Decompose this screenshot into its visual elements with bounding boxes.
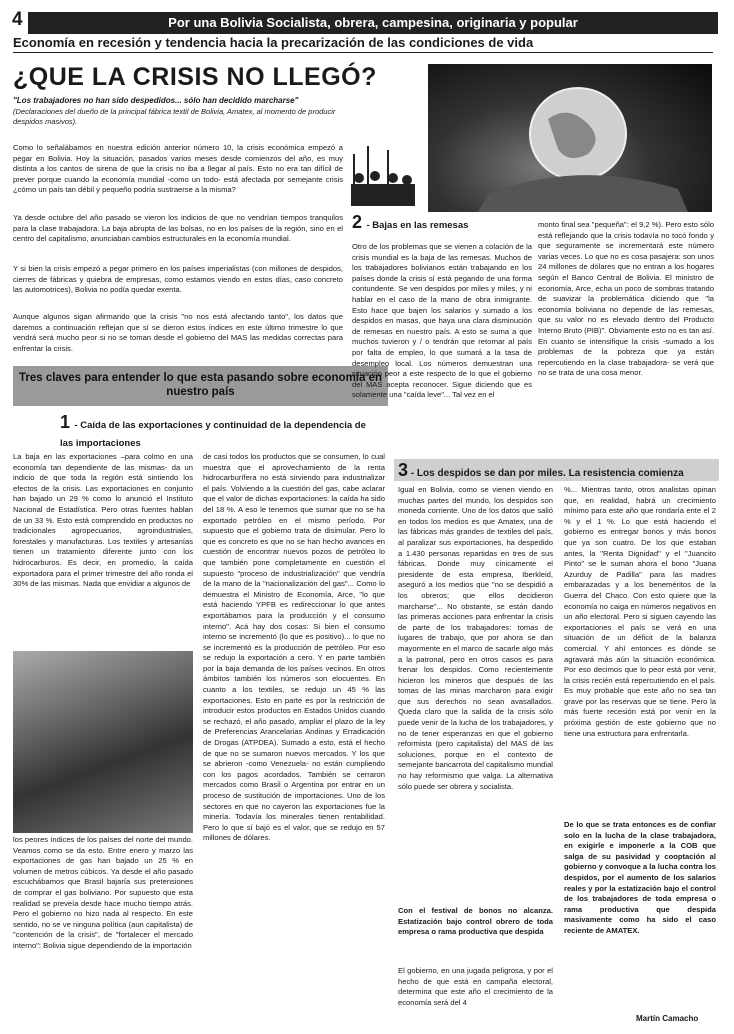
quote-source: (Declaraciones del dueño de la principal fábrica textil de Bolivia, Amatex, al momento de producir despidos masivos). [13,107,336,126]
article-subhead: Economía en recesión y tendencia hacia la precarización de las condiciones de vida [13,35,713,53]
section-1-column-1: La baja en las exportaciones –para colmo en una economía tan dependiente de las mismas- da un indicio de que toda la región está sintiendo los efectos de la crisis. Las exportaciones en conjunto han bajado un 29 % como lo anunció el Instituto Nacional de Estadística. Pero otras fuentes hablan de un 33 %. Esto está comprendido en productos no tradicionales agropecuarios, agroindustriales, forestales y manufacturas. Los textiles y artesanías tienen un tratamiento diferente junto con los hidrocarburos. Es decir, en promedio, la caída exportadora para el primer trimestre del año ronda el 30% de las mismas. Nada que envidiar a algunos de [13,452,193,589]
section-3-callout: Con el festival de bonos no alcanza. Estatización bajo control obrero de toda empresa o rama productiva que despida [398,906,553,937]
section-3-title: - Los despidos se dan por miles. La resistencia comienza [410,468,684,479]
market-vendors-photo [13,651,193,833]
article-quote: "Los trabajadores no han sido despedidos... sólo han decidido marcharse" [13,96,299,105]
section-1-number: 1 [60,412,71,432]
intro-paragraph-2: Ya desde octubre del año pasado se vieron los indicios de que no vendrían tiempos tranquilos para la clase trabajadora. La baja abrupta de las bolsas, no en los países de la región, sino en el centro del capitalismo, anunciaban cambios estructurales en la economía mundial. [13,213,343,244]
intro-paragraph-1: Como lo señalábamos en nuestra edición anterior número 10, la crisis económica empezó a pegar en Bolivia. Hoy la situación, pasados varios meses desde comienzos del año, es muy distinta a los cantos de sirena de que la crisis no iba a llegar al país. Esto no era tan difícil de prever porque cuando la economía mundial -como un todo- está afectada por semejante crisis ¿cómo un país tan débil y pequeño podría sustraerse a la misma? [13,143,343,195]
section-3-heading [394,459,719,481]
protest-march-illustration [347,140,419,210]
author-signature: Martín Camacho [636,1014,699,1023]
section-2-column-1: Otro de los problemas que se vienen a colación de la crisis mundial es la baja de las remesas. Muchos de los trabajadores bolivianos están trabajando en los países donde la crisis sí está pegando de una forma contundente. Se ven despidos por miles y miles, y ni hablar en el caso de la mano de obra inmigrante. Esto hace que bajen los salarios y sumado a los despidos en masas, que haya una clara disminución de remesas en nuestro país. A esto se suma a que muchos tuvieron y / o tendrán que retornar al país por falta de empleo, lo que sumará a la tasa de desempleo local. Los números demuestran una situación peor a este respecto de lo que el gobierno del MAS acepta reconocer. Sigue diciendo que es solamente una "caída leve"... Tal vez en el [352,242,532,400]
section-3-column-1-end: El gobierno, en una jugada peligrosa, y por el hecho de que está en campaña electoral, determina que este año el crecimiento de la economía será del 4 [398,966,553,1007]
section-3-number: 3 [398,460,409,480]
marchers-silhouette [347,140,419,210]
intro-paragraph-3: Y si bien la crisis empezó a pegar primero en los países imperialistas (con millones de despidos, cierres de fábricas y quiebra de empresas, como estamos viendo en estos días, caso concreto las automotrices), Bolivia no podía quedar exenta. [13,264,343,295]
section-2-title: - Bajas en las remesas [366,220,469,231]
tres-claves-box: Tres claves para entender lo que esta pasando sobre economía en nuestro país [13,366,388,406]
section-2-number: 2 [352,212,363,232]
section-1-column-2: de casi todos los productos que se consumen, lo cual muestra que el aprovechamiento de la renta hidrocarburífera no está sirviendo para industrializar el país. Volviendo a la cuestión del gas, cabe aclarar que el valor de dichas exportaciones: la caída ha sido del 18 %. A eso le tenemos que sumar que no se ha exportado petróleo en el mismo período. Por supuesto que el gobierno trata de disimular. Pero lo que es concreto es que no se han hecho avances en cuestión de encontrar nuevos pozos de petróleo lo que también pone completamente en cuestión el supuesto "proceso de industrialización" que vendría de la mano de la "nacionalización del gas"... Como lo demuestra el Ministro de Economía, Arce, "lo que está haciendo YPFB es redireccionar lo que antes exportábamos para la producción y el consumo interno". Acá hay dos cosas: Si bien el consumo interno se incrementó (lo que es positivo)... lo que no se incrementó es la producción de petróleo. Por eso se redujo la exportación a cero. Y en parte también por la baja demanda de los países vecinos. En otros ámbitos también los números son elocuentes. En cuanto a los textiles, se redujo un 45 % las exportaciones. Esto en parte es por la restricción de introducir estos productos en Estados Unidos cuando se rechazó, el año pasado, ampliar el plazo de la ley de Preferencias Arancelarias Andinas y Erradicación de Drogas (ATPDEA). Sumado a esto, está el hecho de que no se sumaron nuevos mercados. Y los que se abrieron -como Venezuela- no están cumpliendo con los pagos acordados. También se cerraron mercados como Brasil o Argentina por entrar en un proceso de sustitución de importaciones. Uno de los sectores en que no cayeron las exportaciones fue la minería. Todavía los minerales tienen rentabilidad. Pero lo que sí bajó es el valor, que se redujo en 57 millones de dólares. [203,452,385,843]
section-1-title: - Caída de las exportaciones y continuidad de la dependencia de las importaciones [60,420,366,449]
article-title: ¿QUE LA CRISIS NO LLEGÓ? [13,63,377,91]
section-3-conclusion: De lo que se trata entonces es de confiar solo en la lucha de la clase trabajadora, en exigirle e imponerle a la COB que salga de su pasividad y cooptación al gobierno y convoque a la lucha contra los despidos, por el aumento de los salarios reales y por la estatización bajo el control de los trabajadores de toda empresa o rama productiva que despida masivamente como ha sido el caso reciente de AMATEX. [564,820,716,935]
newspaper-banner: Por una Bolivia Socialista, obrera, campesina, originaria y popular [28,12,718,34]
intro-paragraph-4: Aunque algunos sigan afirmando que la crisis "no nos está afectando tanto", los datos que daremos a continuación reflejan que sí se dieron estos índices en este último trimestre lo que vendrá será mucho peor si no se toman desde el gobierno del MAS las medidas correctas para enfrentar la crisis. [13,312,343,353]
globe-illustration [428,64,712,212]
page-number: 4 [12,9,23,30]
section-3-column-2: %... Mientras tanto, otros analistas opinan que, en realidad, habrá un crecimiento mínimo para este año que rondaría ente el 2 % y el 1 %. Lo que está haciendo el gobierno es entregar bonos y más bonos que ya son cuatro. De los que estaban antes, la "Renta Dignidad" y el "Juancito Pinto" se le suman ahora el bono "Juana Azurduy de Padilla" para las madres embarazadas y a los beneméritos de la Guerra del Chaco. Con esto quiere que la economía no caiga en números negativos en un año electoral. Pero si siguen cayendo las exportaciones el país se verá en una situación de un déficit de la balanza comercial. Y ahí entonces es dónde se agravará más aún la situación económica. Por eso decimos que lo peor está por venir, la crisis recién está repercutiendo en el país. Es muy probable que este año no sea tan grave por las reservas que se tiene. Pero la más fuerte recesión está por venir en la próxima gestión de este gobierno que no tiene una estructura para enfrentarla. [564,485,716,738]
section-1-heading [60,412,380,451]
section-1-column-1-continued: los peores índices de los países del norte del mundo. Veamos como se da esto. Entre enero y marzo las exportaciones de gas han bajado un 25 % en volumen de metros cúbicos. Ya desde el año pasado escuchábamos que Brasil bajaría sus pretensiones de comprar el gas boliviano. Por supuesto que esta realidad se preveía desde hace mucho tiempo atrás. Pero el gobierno no hizo nada al respecto. En este sentido, no se ve ninguna política (aun capitalista) de "contención de la crisis", de "fortalecer el mercado interno": Bolivia sigue dependiendo de la importación [13,835,193,950]
section-3-column-1: Igual en Bolivia, como se vienen viendo en muchas partes del mundo, los despidos son moneda corriente. Uno de los datos que salió en todos los medios es que Amatex, una de las fábricas más grandes de textiles del país, al paralizar sus exportaciones, ha despedido a 1.430 personas repartidas en tres de sus fábricas. Donde muy cínicamente el presidente de esta empresa, Iberkleid, aseguró a los medios que "no se despidió a los obreros; que ellos decidieron marcharse"... No obstante, se están dando las primeras acciones para enfrentar la crisis de parte de los trabajadores: tomas de lugares de trabajo, que por ahora se dan mayormente en el marco de sacarle algo más a la patronal, pero en otros casos es para frenar los despidos. Como recientemente hicieron los mineros que después de las tomas de las minas marcharon para exigir que sus derechos no sean avasallados. Queda claro que la salida de la crisis sólo puede venir de la lucha de los trabajadores, y no de tener esperanzas en que el gobierno reformista (pero capitalista) del MAS dé las soluciones, porque en el contexto de semejante bancarrota del capitalismo mundial no hay reformismo que valga. La alternativa sólo puede ser obrera y socialista. [398,485,553,791]
section-2-column-2: monto final sea "pequeña": el 9,2 %). Pero esto sólo está reflejando que la crisis todavía no tocó fondo y que seguramente se incrementará este número varias veces. Lo que no es cosa pasajera: son unos 24 millones de dólares que no entran a los hogares según el Banco Central de Bolivia. El ministro de economía, Arce, echa un poco de sombras tratando de suavizar la problemática diciendo que "la economía boliviana no depende de las remesas, que su valor no es elevado dentro del Producto Interno Bruto (PIB)". Obviamente esto no es tan así. En cuanto se intensifique la crisis -sumado a los problemas de la pobreza que ya están repercutiendo en la clase trabajadora- se verá que no se trata de una cosa menor. [538,220,714,378]
globe-in-hand-photo [428,64,712,212]
